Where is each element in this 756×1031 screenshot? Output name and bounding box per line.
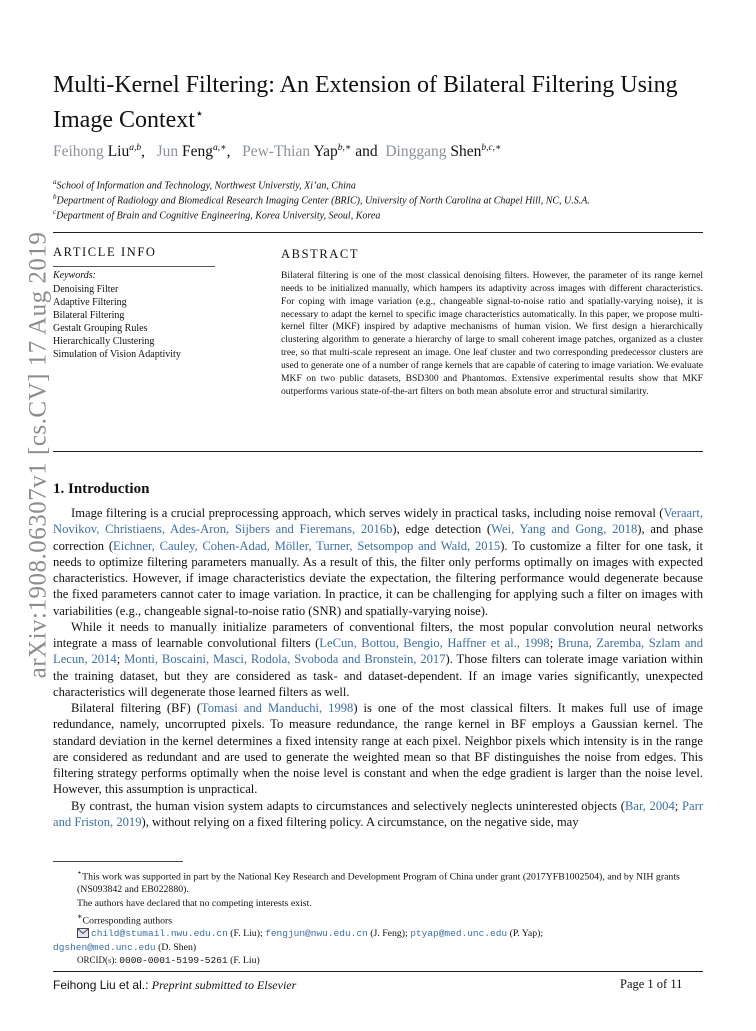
footnote-rule [53,861,183,862]
keywords-list [53,283,181,361]
affiliation-b: $^b$Department of Radiology and Biomedical Research Imaging Center (BRIC), University of North Carolina at Chapel Hill, NC, U.S.A. [53,193,590,207]
email-line: child@stumail.nwu.edu.cn (F. Liu); fengjun@nwu.edu.cn (J. Feng); ptyap@med.unc.edu (P. Yap); [53,927,703,940]
paragraph-text: By contrast, the human vision system adapts to circumstances and selectively neglects uninterested objects ( [71,798,625,813]
citation-link[interactable]: Wei, Yang and Gong, 2018 [491,522,638,537]
body-paragraph [53,700,703,798]
paragraph-text: ). Those filters can tolerate image variation within the training dataset, but they are considered as task- and dataset-dependent. If an image varies significantly, unexpected characteristics will degenerate those learned filters as well. [53,652,703,699]
footer-status: Preprint submitted to Elsevier [151,978,297,992]
paragraph-text: ) is one of the most classical filters. It makes full use of image redundance, namely, uncorrupted pixels. To measure redundance, the range kernel in BF employs a Gaussian kernel. The standard deviation in the kernel determines a fixed intensity range at each pixel. Neighbor pixels which intensity is in the range are considered as redundant and are used to generate the weighted mean so that BF distinguishes the noise from edges. This filtering strategy performs optimally when the noise level is constant and when the edge gradient is larger than the noise level. However, this assumption is unpractical. [53,701,703,797]
body-paragraph [53,619,703,700]
body-paragraph [53,798,703,831]
paragraph-text: While it needs to manually initialize parameters of conventional filters, the most popular convolution neural networks integrate a mass of learnable convolutional filters ( [53,619,703,650]
paragraph-text: ; [116,652,125,667]
citation-link[interactable]: Tomasi and Manduchi, 1998 [200,701,354,715]
section-heading: 1. Introduction [53,481,150,497]
footnotes [53,866,703,967]
email-link[interactable]: dgshen@med.unc.edu [53,941,156,953]
paragraph-text: Bilateral filtering (BF) ( [71,701,201,715]
competing-interests-note: The authors have declared that no competing interests exist. [77,897,312,909]
keyword: Bilateral Filtering [53,310,125,321]
author-4[interactable]: Dinggang Shen$^{b,c,∗}$ [385,143,502,161]
introduction-body [53,505,703,830]
keyword: Denoising Filter [53,284,119,295]
paragraph-text: ), edge detection ( [392,522,492,537]
paragraph-text: ), without relying on a fixed filtering policy. A circumstance, on the negative side, may [141,814,579,829]
front-matter-rule [53,451,703,452]
paragraph-text: ). To customize a filter for one task, it needs to optimize filtering parameters manually. As a result of this, the filter only performs optimally on images with expected characteristics. However, if image characteristics deviate the expectation, the filtering performance would degenerate because the fixed parameters cannot cater to image variation. In practice, it can be challenging for applying such a filter on images with variabilities (e.g., changeable signal-to-noise ratio (SNR) and spatially-varying noise). [53,538,703,618]
author-1[interactable]: Feihong Liu$^{a,b}$ [53,143,142,161]
keyword: Hierarchically Clustering [53,336,155,347]
keyword: Gestalt Grouping Rules [53,323,148,334]
email-link[interactable]: fengjun@nwu.edu.cn [265,928,368,940]
paragraph-text: ; [674,798,683,813]
citation-link[interactable]: Bruna, Zaremba, Szlam and Lecun, 2014 [53,636,703,667]
arxiv-identifier: arXiv:1908.06307v1 [cs.CV] 17 Aug 2019 [24,231,51,679]
citation-link[interactable]: Monti, Boscaini, Masci, Rodola, Svoboda and Bronstein, 2017 [124,652,446,667]
author-list: Feihong Liu$^{a,b}$, Jun Feng$^{a,∗}$, Pew-Thian Yap$^{b,∗}$ and Dinggang Shen$^{b,c,∗}$ [53,143,502,161]
paragraph-text: ), and phase correction ( [53,522,703,553]
top-rule [53,232,703,233]
article-info-label: ARTICLE INFO [53,245,157,259]
funding-footnote: ⋆This work was supported in part by the National Key Research and Development Program of China under grant (2017YFB1002504), and by NIH grants (NS093842 and EB022880). [77,868,680,896]
paragraph-text: Image filtering is a crucial preprocessing approach, which serves widely in practical tasks, including noise removal ( [71,506,664,520]
orcid-line: ORCID(s): 0000-0001-5199-5261 (F. Liu) [77,954,260,966]
footer-left [53,978,296,993]
corresponding-note: ∗Corresponding authors [77,911,173,927]
citation-link[interactable]: Bar, 2004 [624,798,675,813]
paragraph-text: ; [549,636,558,650]
keyword: Adaptive Filtering [53,297,127,308]
abstract-label: ABSTRACT [281,247,360,261]
keywords-label: Keywords: [53,270,96,281]
footer-author: Feihong Liu et al.: [53,978,149,992]
page-number: Page 1 of 11 [620,977,683,991]
paper-title [53,70,713,135]
orcid-label: ORCID(s): [77,954,117,965]
citation-link[interactable]: Veraart, Novikov, Christiaens, Ades-Aron, Sijbers and Fieremans, 2016b [53,506,703,537]
email-link[interactable]: ptyap@med.unc.edu [410,928,508,940]
title-text: Multi-Kernel Filtering: An Extension of Bilateral Filtering Using Image Context [53,72,678,133]
arxiv-side-stamp [20,220,56,690]
email-link[interactable]: child@stumail.nwu.edu.cn [91,928,228,940]
email-line-2: dgshen@med.unc.edu (D. Shen) [53,941,197,953]
title-footnote-mark: ⋆ [194,107,204,122]
affiliation-a: $^a$School of Information and Technology, Northwest Universtiy, Xi’an, China [53,178,356,192]
citation-link[interactable]: Parr and Friston, 2019 [53,798,704,829]
orcid-link[interactable]: 0000-0001-5199-5261 [119,954,228,966]
envelope-icon [77,928,89,938]
keyword: Simulation of Vision Adaptivity [53,349,181,360]
citation-link[interactable]: Eichner, Cauley, Cohen-Adad, Möller, Turner, Setsompop and Wald, 2015 [113,538,501,553]
article-info-rule [53,266,215,267]
affiliation-c: $^c$Department of Brain and Cognitive Engineering, Korea University, Seoul, Korea [53,208,381,222]
author-3[interactable]: Pew-Thian Yap$^{b,∗}$ [242,143,352,161]
author-2[interactable]: Jun Feng$^{a,∗}$ [156,143,227,161]
body-paragraph [53,505,703,619]
citation-link[interactable]: LeCun, Bottou, Bengio, Haffner et al., 1998 [319,636,550,650]
abstract-text: Bilateral filtering is one of the most classical denoising filters. However, the parameter of its range kernel needs to be initialized manually, which hampers its adaptivity across images with different characteristics. For coping with image variation (e.g., changeable signal-to-noise ratio and spatially-varying noise), it is necessary to adapt the kernel to specific image characteristics automatically. In this paper, we propose multi-kernel filter (MKF) inspired by adaptive mechanisms of human vision. We first design a hierarchically clustering algorithm to generate a hierarchy of large to small coherent image patches, organized as a cluster tree, so that multi-scale represent an image. One leaf cluster and two corresponding predecessor clusters are used to generate one of a number of range kernels that are capable of catering to image variation. We evaluate MKF on two public datasets, BSD300 and Phantomαs. Extensive experimental results show that MKF outperforms various state-of-the-art filters on both mean absolute error and structural similarity. [281,270,703,397]
footer-rule [53,971,703,972]
